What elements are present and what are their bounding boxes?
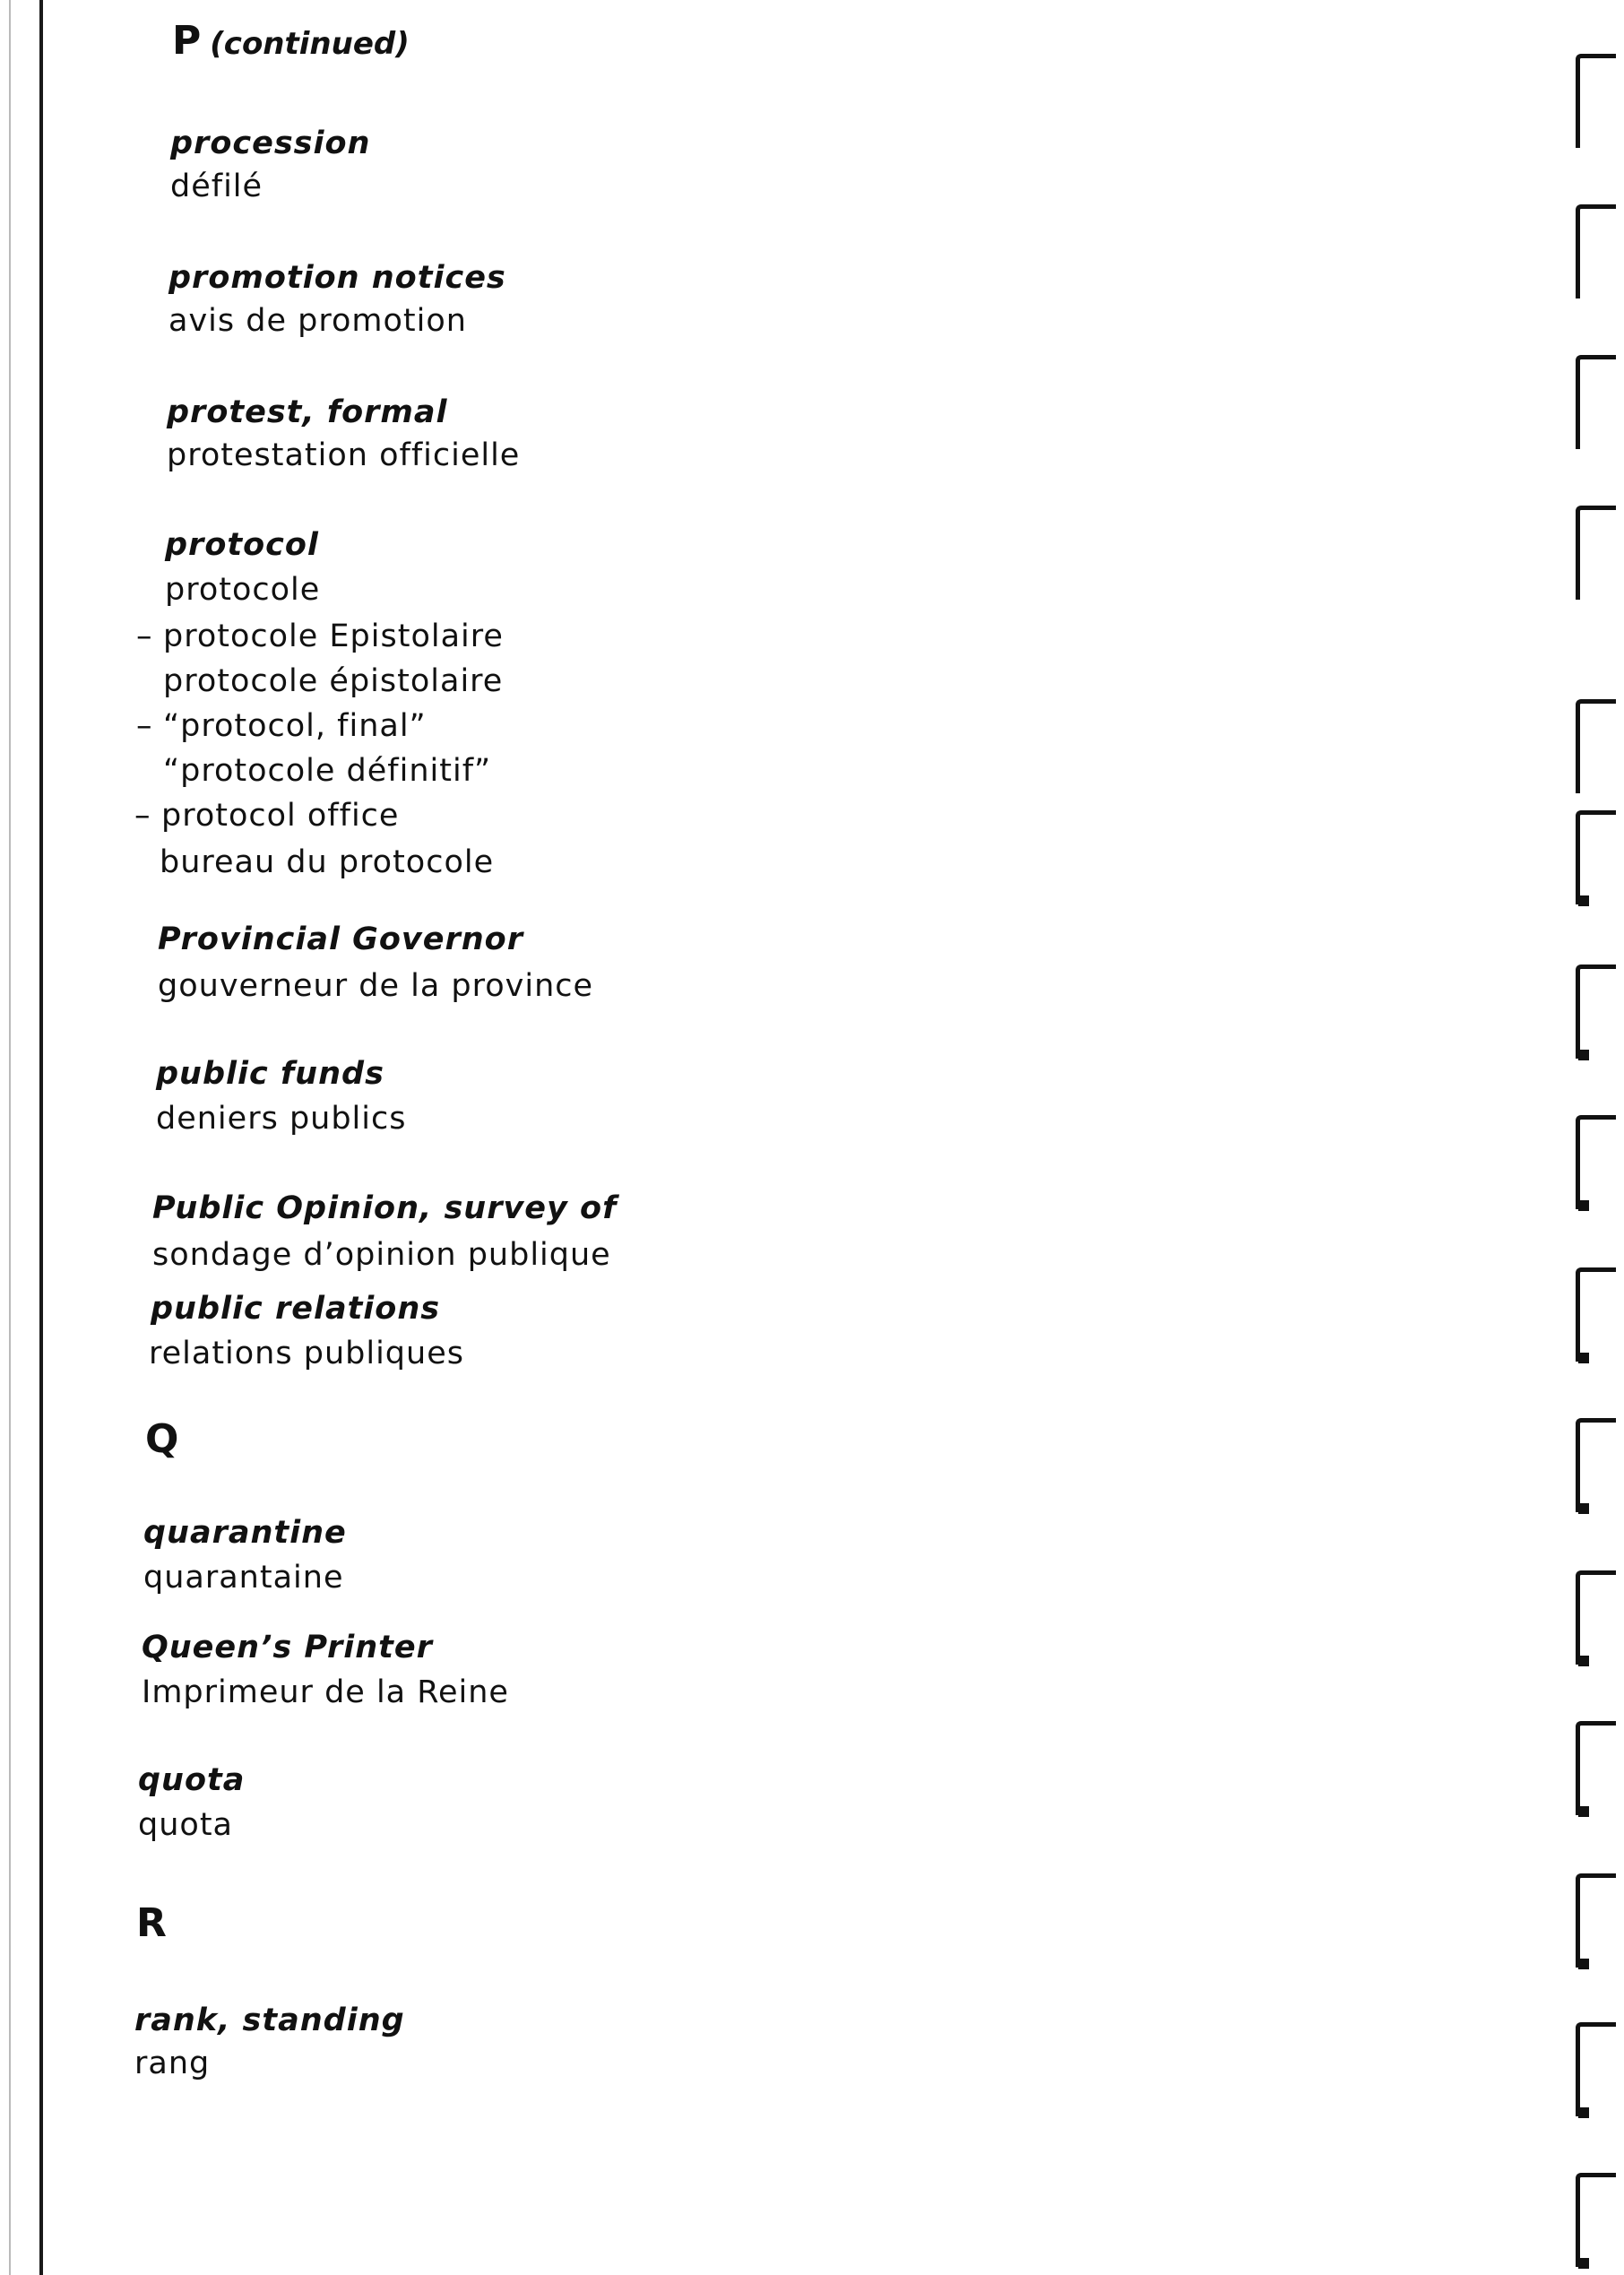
entry-translation: Imprimeur de la Reine	[142, 1674, 509, 1710]
tab-mark	[1578, 1050, 1589, 1060]
entry-translation: rang	[134, 2046, 211, 2081]
binding-line	[39, 0, 43, 2275]
subentry-dash: –	[134, 798, 151, 834]
subentry-translation: protocole épistolaire	[163, 663, 504, 699]
tab-mark	[1578, 1353, 1589, 1363]
subentry-term	[136, 618, 504, 654]
binding-edge	[0, 0, 54, 2275]
index-tab	[1576, 204, 1616, 298]
subentry-term-text: protocol office	[161, 798, 400, 834]
section-letter: R	[136, 1900, 167, 1946]
index-tab	[1576, 54, 1616, 148]
continued-label: (continued)	[210, 26, 410, 62]
index-tab	[1576, 1267, 1616, 1362]
entry-term: promotion notices	[168, 260, 506, 296]
tab-mark	[1578, 895, 1589, 906]
index-tab	[1576, 810, 1616, 904]
entry-translation: protestation officielle	[167, 437, 521, 473]
tab-mark	[1578, 1503, 1589, 1514]
index-tabs	[1576, 0, 1624, 2275]
subentry-dash: –	[136, 618, 153, 654]
section-heading-p	[172, 18, 410, 64]
subentry-term	[136, 708, 427, 744]
section-heading-r	[136, 1900, 167, 1946]
index-tab	[1576, 2173, 1616, 2267]
entry-term: quota	[138, 1762, 246, 1798]
subentry-term	[134, 798, 400, 834]
entry-translation: protocole	[165, 572, 321, 608]
index-tab	[1576, 1115, 1616, 1209]
index-tab	[1576, 1418, 1616, 1512]
entry-term: protest, formal	[167, 394, 448, 430]
subentry-dash: –	[136, 708, 153, 744]
index-tab	[1576, 699, 1616, 793]
section-letter: P	[172, 18, 202, 64]
entry-translation: deniers publics	[156, 1101, 407, 1137]
entry-term: rank, standing	[134, 2003, 405, 2038]
entry-translation: sondage d’opinion publique	[152, 1237, 611, 1273]
index-tab	[1576, 2022, 1616, 2116]
subentry-translation: “protocole définitif”	[163, 753, 492, 789]
subentry-term-text: protocole Epistolaire	[163, 618, 504, 654]
tab-mark	[1578, 1200, 1589, 1211]
entry-term: procession	[170, 125, 371, 161]
entry-term: public relations	[151, 1291, 441, 1327]
entry-term: public funds	[156, 1056, 384, 1092]
index-tab	[1576, 1570, 1616, 1665]
entry-translation: avis de promotion	[168, 303, 467, 339]
tab-mark	[1578, 1656, 1589, 1666]
tab-mark	[1578, 1959, 1589, 1969]
entry-term: protocol	[165, 527, 319, 563]
index-tab	[1576, 1721, 1616, 1815]
entry-translation: quota	[138, 1807, 233, 1843]
entry-translation: défilé	[170, 169, 263, 204]
tab-mark	[1578, 1806, 1589, 1817]
index-tab	[1576, 964, 1616, 1059]
entry-term: Queen’s Printer	[142, 1630, 433, 1665]
index-tab	[1576, 506, 1616, 600]
subentry-term-text: “protocol, final”	[163, 708, 427, 744]
entry-translation: quarantaine	[143, 1560, 344, 1596]
entry-term: Public Opinion, survey of	[152, 1190, 618, 1226]
section-letter: Q	[145, 1416, 179, 1462]
entry-term: Provincial Governor	[158, 921, 523, 957]
tab-mark	[1578, 2107, 1589, 2118]
index-tab	[1576, 355, 1616, 449]
entry-translation: relations publiques	[149, 1336, 464, 1371]
index-tab	[1576, 1873, 1616, 1968]
tab-mark	[1578, 2258, 1589, 2269]
section-heading-q	[145, 1416, 179, 1462]
binding-line-outer	[9, 0, 11, 2275]
entry-term: quarantine	[143, 1515, 347, 1551]
entry-translation: gouverneur de la province	[158, 968, 594, 1004]
subentry-translation: bureau du protocole	[160, 844, 495, 880]
